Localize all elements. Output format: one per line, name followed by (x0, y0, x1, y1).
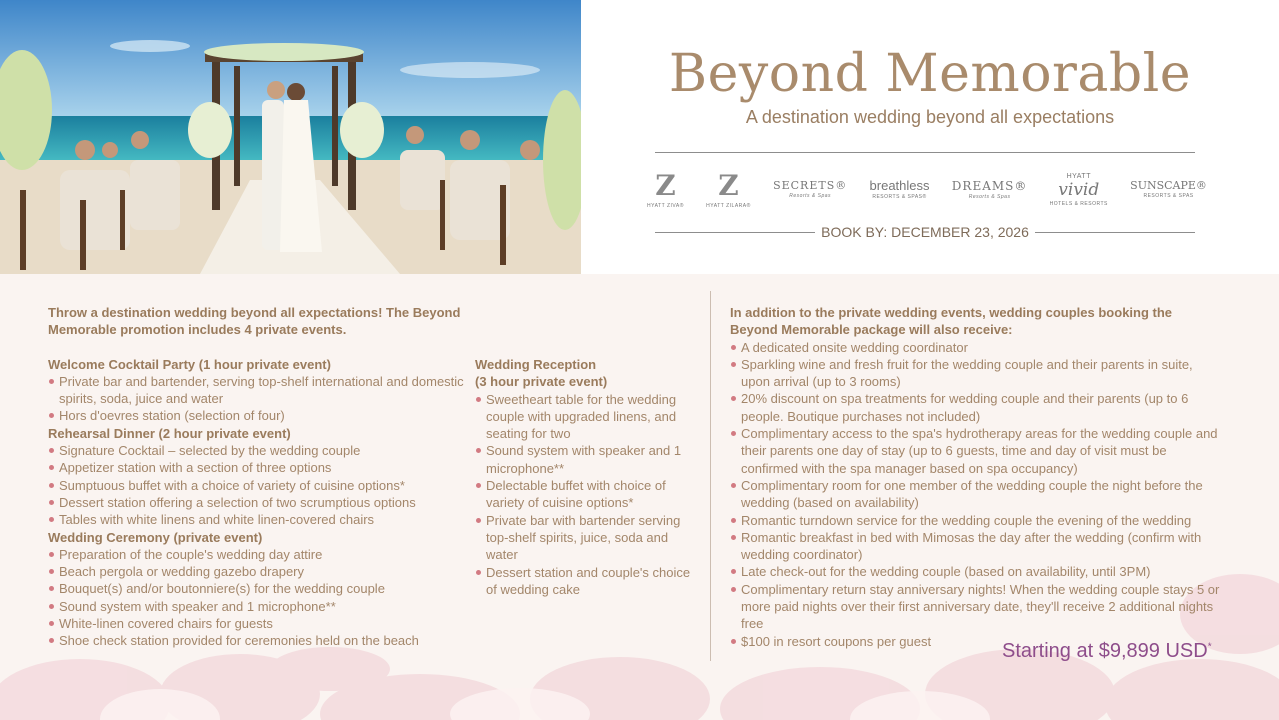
hyatt-vivid-logo: HYATT vivid HOTELS & RESORTS (1049, 172, 1108, 207)
book-by-date: BOOK BY: DECEMBER 23, 2026 (821, 224, 1029, 240)
list-item: Complimentary return stay anniversary nights! When the wedding couple stays 5 or more paid nights over their first anniversary date, they'll receive 2 additional nights free (730, 581, 1220, 633)
page-title: Beyond Memorable (668, 44, 1192, 104)
reception-heading: Wedding Reception (475, 357, 597, 372)
list-item: Preparation of the couple's wedding day attire (48, 546, 473, 563)
page-subtitle: A destination wedding beyond all expectations (745, 107, 1115, 127)
sunscape-logo: SUNSCAPE® RESORTS & SPAS (1130, 179, 1207, 199)
welcome-list (48, 373, 473, 425)
intro-text: Throw a destination wedding beyond all expectations! The Beyond Memorable promotion includes 4 private events. (48, 305, 461, 338)
list-item: Late check-out for the wedding couple (based on availability, until 3PM) (730, 563, 1220, 580)
list-item: Tables with white linens and white linen-covered chairs (48, 511, 473, 528)
book-by-row (655, 224, 1195, 240)
reception-column (475, 356, 700, 598)
list-item: Sound system with speaker and 1 microphone** (475, 442, 700, 477)
secrets-logo: SECRETS® Resorts & Spas (773, 179, 848, 199)
header-divider (655, 152, 1195, 153)
ceremony-list (48, 546, 473, 650)
list-item: Romantic breakfast in bed with Mimosas the day after the wedding (confirm with wedding coordinator) (730, 529, 1220, 564)
reception-subheading: (3 hour private event) (475, 374, 608, 390)
brand-logos (647, 164, 1207, 214)
list-item: Private bar with bartender serving top-shelf spirits, juice, soda and water (475, 512, 700, 564)
rehearsal-heading: Rehearsal Dinner (2 hour private event) (48, 425, 291, 441)
hyatt-ziva-logo: Z HYATT ZIVA® (647, 169, 684, 209)
list-item: Appetizer station with a section of three options (48, 459, 473, 476)
list-item: Bouquet(s) and/or boutonniere(s) for the wedding couple (48, 580, 473, 597)
benefits-intro: In addition to the private wedding events, wedding couples booking the Beyond Memorable package will also receive: (730, 305, 1173, 338)
list-item: Shoe check station provided for ceremonies held on the beach (48, 632, 473, 649)
rehearsal-list (48, 442, 473, 528)
hyatt-zilara-logo: Z HYATT ZILARA® (706, 169, 751, 209)
header-panel (581, 0, 1279, 274)
list-item: Beach pergola or wedding gazebo drapery (48, 563, 473, 580)
breathless-logo: breathless RESORTS & SPAS® (869, 178, 930, 200)
list-item: Delectable buffet with choice of variety of cuisine options* (475, 477, 700, 512)
list-item: 20% discount on spa treatments for wedding couple and their parents (up to 6 people. Boutique purchases not included) (730, 390, 1220, 425)
list-item: Dessert station offering a selection of two scrumptious options (48, 494, 473, 511)
welcome-heading: Welcome Cocktail Party (1 hour private event) (48, 356, 331, 372)
details-section (0, 274, 1279, 720)
list-item: Sumptuous buffet with a choice of variety of cuisine options* (48, 477, 473, 494)
starting-price (1002, 640, 1212, 663)
beach-wedding-photo (0, 0, 581, 274)
list-item: Dessert station and couple's choice of wedding cake (475, 564, 700, 599)
list-item: Complimentary room for one member of the wedding couple the night before the wedding (based on availability) (730, 477, 1220, 512)
events-column (48, 304, 473, 650)
list-item: Complimentary access to the spa's hydrotherapy areas for the wedding couple and their parents one day of stay (up to 6 guests, time and day of visit must be confirmed with the spa manager based on spa occupancy) (730, 425, 1220, 477)
price-footnote-mark: * (1207, 641, 1212, 653)
list-item: Romantic turndown service for the wedding couple the evening of the wedding (730, 512, 1220, 529)
dreams-logo: DREAMS® Resorts & Spas (951, 178, 1028, 200)
list-item: Hors d'oevres station (selection of four) (48, 407, 473, 424)
column-divider (710, 291, 711, 661)
list-item: Sparkling wine and fresh fruit for the wedding couple and their parents in suite, upon arrival (up to 3 rooms) (730, 356, 1220, 391)
price-text: Starting at $9,899 USD (1002, 640, 1208, 662)
list-item: Sweetheart table for the wedding couple with upgraded linens, and seating for two (475, 391, 700, 443)
list-item: A dedicated onsite wedding coordinator (730, 339, 1220, 356)
list-item: $100 in resort coupons per guest (730, 633, 1220, 650)
list-item: Sound system with speaker and 1 microphone** (48, 598, 473, 615)
list-item: Private bar and bartender, serving top-shelf international and domestic spirits, soda, juice and water (48, 373, 473, 408)
reception-list (475, 391, 700, 599)
list-item: Signature Cocktail – selected by the wedding couple (48, 442, 473, 459)
ceremony-heading: Wedding Ceremony (private event) (48, 529, 263, 545)
list-item: White-linen covered chairs for guests (48, 615, 473, 632)
